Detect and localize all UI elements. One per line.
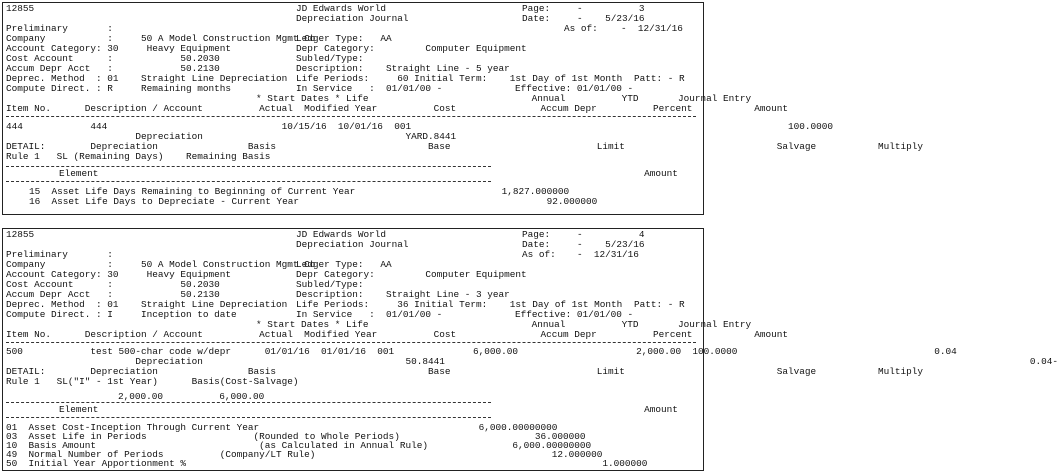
detail-header: DETAIL: Depreciation Basis Base Limit Salvage Multiply: [6, 141, 924, 152]
report-id: 12855: [6, 3, 35, 14]
in-service-field: In Service : 01/01/00 -: [296, 83, 443, 94]
ledger-type-field: Ledger Type: AA: [296, 33, 392, 44]
in-service-field: In Service : 01/01/00 -: [296, 309, 443, 320]
element-row: 01 Asset Cost-Inception Through Current Year 6,000.00000000: [6, 422, 558, 433]
page-label: Page:: [522, 229, 551, 240]
compute-direct-field: Compute Direct. : I Inception to date: [6, 309, 237, 320]
column-header-line2: Item No. Description / Account Actual Modified Year Cost Accum Depr Percent Amount: [6, 329, 789, 340]
life-periods-field: Life Periods: 60 Initial Term: 1st Day of 1st Month: [296, 73, 623, 84]
item-row: 500 test 500-char code w/depr 01/01/16 01/01/16 001 6,000.00 2,000.00 100.0000 0.04: [6, 346, 957, 357]
detail-rule: Rule 1 SL("I" - 1st Year) Basis(Cost-Salvage): [6, 376, 299, 387]
element-header: Element Amount: [59, 168, 678, 179]
patt-field: Patt: - R: [634, 73, 685, 84]
report-page-4: [2, 228, 1058, 471]
report-id: 12855: [6, 229, 35, 240]
item-account-row: Depreciation YARD.8441: [6, 131, 457, 142]
asof-label: As of:: [522, 249, 556, 260]
date-label: Date:: [522, 239, 551, 250]
element-row: 16 Asset Life Days to Depreciate - Current Year 92.000000: [29, 196, 598, 207]
effective-field: Effective: 01/01/00 -: [515, 309, 634, 320]
account-category-field: Account Category: 30 Heavy Equipment: [6, 269, 232, 280]
date-value: - 5/23/16: [577, 239, 645, 250]
detail-header: DETAIL: Depreciation Basis Base Limit Salvage Multiply: [6, 366, 924, 377]
element-divider-top: [6, 402, 491, 403]
element-header: Element Amount: [59, 404, 678, 415]
asof-value: - 12/31/16: [577, 249, 639, 260]
item-account-row: Depreciation 50.8441 0.04-: [6, 356, 1058, 367]
element-divider-bottom: [6, 181, 491, 182]
life-periods-field: Life Periods: 36 Initial Term: 1st Day of 1st Month: [296, 299, 623, 310]
description-field: Description: Straight Line - 3 year: [296, 289, 510, 300]
ledger-type-field: Ledger Type: AA: [296, 259, 392, 270]
asof-value: - 12/31/16: [621, 23, 683, 34]
subled-type-field: Subled/Type:: [296, 279, 364, 290]
date-value: - 5/23/16: [577, 13, 645, 24]
element-row: 03 Asset Life in Periods (Rounded to Whole Periods) 36.000000: [6, 431, 586, 442]
report-title: Depreciation Journal: [296, 239, 409, 250]
detail-rule: Rule 1 SL (Remaining Days) Remaining Basis: [6, 151, 271, 162]
patt-field: Patt: - R: [634, 299, 685, 310]
asof-label: As of:: [564, 23, 598, 34]
effective-field: Effective: 01/01/00 -: [515, 83, 634, 94]
deprec-method-field: Deprec. Method : 01 Straight Line Depreciation: [6, 73, 288, 84]
account-category-field: Account Category: 30 Heavy Equipment: [6, 43, 232, 54]
company-name: JD Edwards World: [296, 229, 387, 240]
item-row: 444 444 10/15/16 10/01/16 001 100.0000: [6, 121, 834, 132]
header-divider: [6, 342, 696, 343]
page-value: - 3: [577, 3, 645, 14]
page-value: - 4: [577, 229, 645, 240]
element-row: 49 Normal Number of Periods (Company/LT Rule) 12.000000: [6, 449, 603, 460]
column-header-line2: Item No. Description / Account Actual Modified Year Cost Accum Depr Percent Amount: [6, 103, 789, 114]
company-field: Company : 50 A Model Construction Mgmt Co: [6, 33, 316, 44]
date-label: Date:: [522, 13, 551, 24]
column-header-line1: * Start Dates * Life Annual YTD Journal Entry: [256, 93, 752, 104]
report-title: Depreciation Journal: [296, 13, 409, 24]
accum-depr-acct-field: Accum Depr Acct : 50.2130: [6, 289, 220, 300]
cost-account-field: Cost Account : 50.2030: [6, 53, 220, 64]
column-header-line1: * Start Dates * Life Annual YTD Journal Entry: [256, 319, 752, 330]
company-name: JD Edwards World: [296, 3, 387, 14]
cost-account-field: Cost Account : 50.2030: [6, 279, 220, 290]
deprec-method-field: Deprec. Method : 01 Straight Line Depreciation: [6, 299, 288, 310]
element-divider-top: [6, 166, 491, 167]
accum-depr-acct-field: Accum Depr Acct : 50.2130: [6, 63, 220, 74]
depr-category-field: Depr Category: Computer Equipment: [296, 269, 527, 280]
element-row: 10 Basis Amount (as Calculated in Annual Rule) 6,000.00000000: [6, 440, 592, 451]
element-row: 15 Asset Life Days Remaining to Beginning of Current Year 1,827.000000: [29, 186, 570, 197]
description-field: Description: Straight Line - 5 year: [296, 63, 510, 74]
subled-type-field: Subled/Type:: [296, 53, 364, 64]
detail-values: 2,000.00 6,000.00: [118, 391, 265, 402]
preliminary-field: Preliminary :: [6, 23, 113, 34]
element-divider-bottom: [6, 417, 491, 418]
page-label: Page:: [522, 3, 551, 14]
report-page-3: [2, 2, 924, 215]
header-divider: [6, 116, 696, 117]
compute-direct-field: Compute Direct. : R Remaining months: [6, 83, 232, 94]
element-row: 50 Initial Year Apportionment % 1.000000: [6, 458, 648, 469]
depr-category-field: Depr Category: Computer Equipment: [296, 43, 527, 54]
company-field: Company : 50 A Model Construction Mgmt Co: [6, 259, 316, 270]
preliminary-field: Preliminary :: [6, 249, 113, 260]
